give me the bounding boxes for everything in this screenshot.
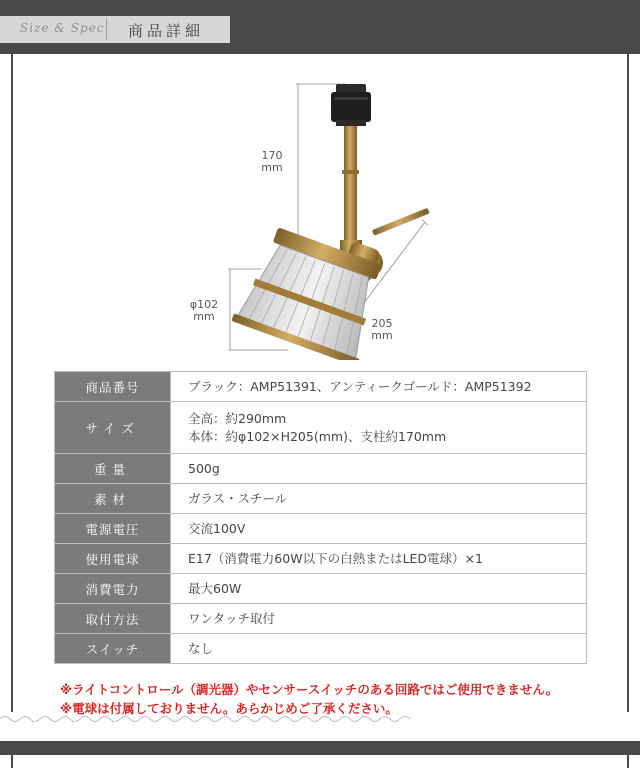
spec-value: 最大60W bbox=[171, 574, 587, 604]
spec-label: 取付方法 bbox=[55, 604, 171, 634]
tab-divider bbox=[106, 19, 107, 40]
spec-row-switch bbox=[55, 634, 587, 664]
spec-value: E17（消費電力60W以下の白熱またはLED電球）×1 bbox=[171, 544, 587, 574]
spec-row-product-number bbox=[55, 372, 587, 402]
spec-value: ブラック：AMP51391、アンティークゴールド：AMP51392 bbox=[171, 372, 587, 402]
spec-label: 電源電圧 bbox=[55, 514, 171, 544]
wave-divider bbox=[0, 711, 640, 725]
spec-row-power bbox=[55, 574, 587, 604]
spec-label: スイッチ bbox=[55, 634, 171, 664]
notice-line: ※ライトコントロール（調光器）やセンサースイッチのある回路ではご使用できません。 bbox=[60, 682, 559, 697]
spec-label: 使用電球 bbox=[55, 544, 171, 574]
page-title: 商品詳細 bbox=[128, 22, 205, 40]
spec-row-size bbox=[55, 402, 587, 454]
frame-left-border bbox=[11, 54, 13, 712]
spec-value bbox=[171, 402, 587, 454]
spec-label: 重量 bbox=[55, 454, 171, 484]
spec-row-bulb bbox=[55, 544, 587, 574]
spec-row-voltage bbox=[55, 514, 587, 544]
frame-right-border bbox=[627, 54, 629, 712]
height-dimension-label: 170 mm bbox=[261, 149, 283, 174]
spec-label: 商品番号 bbox=[55, 372, 171, 402]
brass-stem bbox=[344, 126, 357, 248]
spec-label: サイズ bbox=[55, 402, 171, 454]
spec-value: 500g bbox=[171, 454, 587, 484]
diameter-dimension-label: φ102 mm bbox=[189, 298, 219, 323]
spec-row-mounting bbox=[55, 604, 587, 634]
footer-left-border bbox=[11, 755, 13, 768]
spec-value: ガラス・スチール bbox=[171, 484, 587, 514]
footer-right-border bbox=[627, 755, 629, 768]
header-script-label: Size & Spec bbox=[20, 21, 105, 35]
spec-value: ワンタッチ取付 bbox=[171, 604, 587, 634]
spec-label: 消費電力 bbox=[55, 574, 171, 604]
spec-value: 交流100V bbox=[171, 514, 587, 544]
spec-value: なし bbox=[171, 634, 587, 664]
header-tab bbox=[0, 16, 230, 43]
spec-row-material bbox=[55, 484, 587, 514]
spec-label: 素材 bbox=[55, 484, 171, 514]
spec-value-line: 本体：約φ102×H205(mm)、支柱約170mm bbox=[188, 428, 447, 444]
spec-table bbox=[54, 371, 587, 664]
length-dimension-label: 205 mm bbox=[371, 317, 393, 342]
notice-line: ※電球は付属しておりません。あらかじめご了承ください。 bbox=[60, 701, 398, 716]
spec-row-weight bbox=[55, 454, 587, 484]
header-bar bbox=[0, 0, 640, 54]
product-illustration bbox=[170, 70, 470, 360]
track-adapter bbox=[331, 84, 371, 126]
spec-value-line: 全高：約290mm bbox=[188, 410, 287, 426]
footer-bar bbox=[0, 741, 640, 755]
